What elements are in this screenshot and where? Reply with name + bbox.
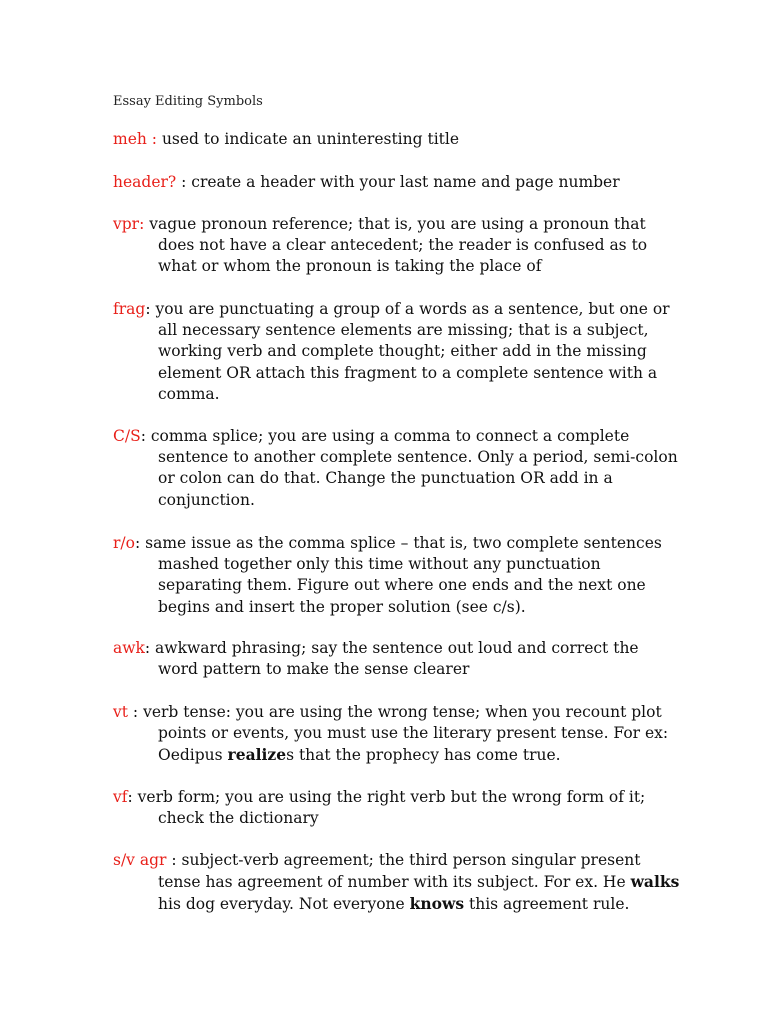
example-text: s that the prophecy has come true. (286, 746, 561, 765)
example-bold-term: realize (227, 745, 287, 765)
entry-awk (113, 638, 718, 680)
example-bold-term: walks (630, 872, 680, 892)
definition-text: begins and insert the proper solution (see c/s). (158, 597, 526, 616)
symbol-header: header? (113, 173, 182, 191)
entry-vt (113, 702, 718, 767)
definition-text: points or events, you must use the literary present tense. For ex: (158, 724, 669, 743)
definition-text: check the dictionary (158, 809, 319, 828)
symbol-awk: awk (113, 639, 145, 657)
definition-text: element OR attach this fragment to a complete sentence with a (158, 363, 658, 382)
entry-sv-agr (113, 850, 718, 916)
symbol-meh: meh : (113, 130, 158, 148)
entry-frag (113, 299, 718, 405)
entry-header (113, 172, 718, 193)
definition-text: vague pronoun reference; that is, you are using a pronoun that (144, 215, 646, 233)
symbol-ro: r/o (113, 534, 135, 552)
symbol-vpr: vpr: (113, 215, 145, 233)
definition-text: word pattern to make the sense clearer (158, 660, 470, 679)
symbol-cs: C/S (113, 427, 141, 445)
example-text: Oedipus (158, 746, 228, 765)
symbol-frag: frag (113, 300, 146, 318)
definition-text: all necessary sentence elements are missing; that is a subject, (158, 321, 649, 340)
definition-text: : you are punctuating a group of a words as a sentence, but one or (145, 300, 670, 318)
example-bold-term: knows (409, 894, 465, 914)
definition-text: : verb tense: you are using the wrong tense; when you recount plot (128, 703, 662, 721)
definition-text: separating them. Figure out where one ends and the next one (158, 576, 646, 595)
entry-comma-splice (113, 426, 718, 511)
definition-text: : verb form; you are using the right verb but the wrong form of it; (127, 788, 646, 806)
definition-text: working verb and complete thought; either add in the missing (158, 342, 647, 361)
definition-text: conjunction. (158, 490, 255, 509)
symbol-vf: vf (113, 788, 128, 806)
entry-vf (113, 787, 718, 829)
definition-text: sentence to another complete sentence. Only a period, semi-colon (158, 448, 678, 467)
definition-text: what or whom the pronoun is taking the place of (158, 257, 542, 276)
definition-text: does not have a clear antecedent; the reader is confused as to (158, 236, 648, 255)
example-text: this agreement rule. (464, 895, 630, 914)
definition-text: used to indicate an uninteresting title (157, 130, 460, 148)
definition-text: : subject-verb agreement; the third person singular present (166, 851, 641, 869)
definition-text: : comma splice; you are using a comma to connect a complete (140, 427, 630, 445)
example-text: his dog everyday. Not everyone (158, 895, 410, 914)
definition-text: or colon can do that. Change the punctuation OR add in a (158, 469, 613, 488)
definition-text: comma. (158, 384, 220, 403)
definition-text: mashed together only this time without any punctuation (158, 555, 601, 574)
symbol-vt: vt (113, 703, 128, 721)
definition-text: : create a header with your last name and page number (181, 173, 620, 191)
definition-text: : same issue as the comma splice – that is, two complete sentences (134, 534, 662, 552)
definition-text: : awkward phrasing; say the sentence out loud and correct the (144, 639, 639, 657)
entry-meh (113, 129, 718, 150)
document-title: Essay Editing Symbols (113, 94, 263, 109)
entry-run-on (113, 533, 718, 618)
symbol-sv-agr: s/v agr (113, 851, 167, 869)
definition-text: tense has agreement of number with its subject. For ex. He (158, 873, 631, 892)
entry-vpr (113, 214, 718, 278)
